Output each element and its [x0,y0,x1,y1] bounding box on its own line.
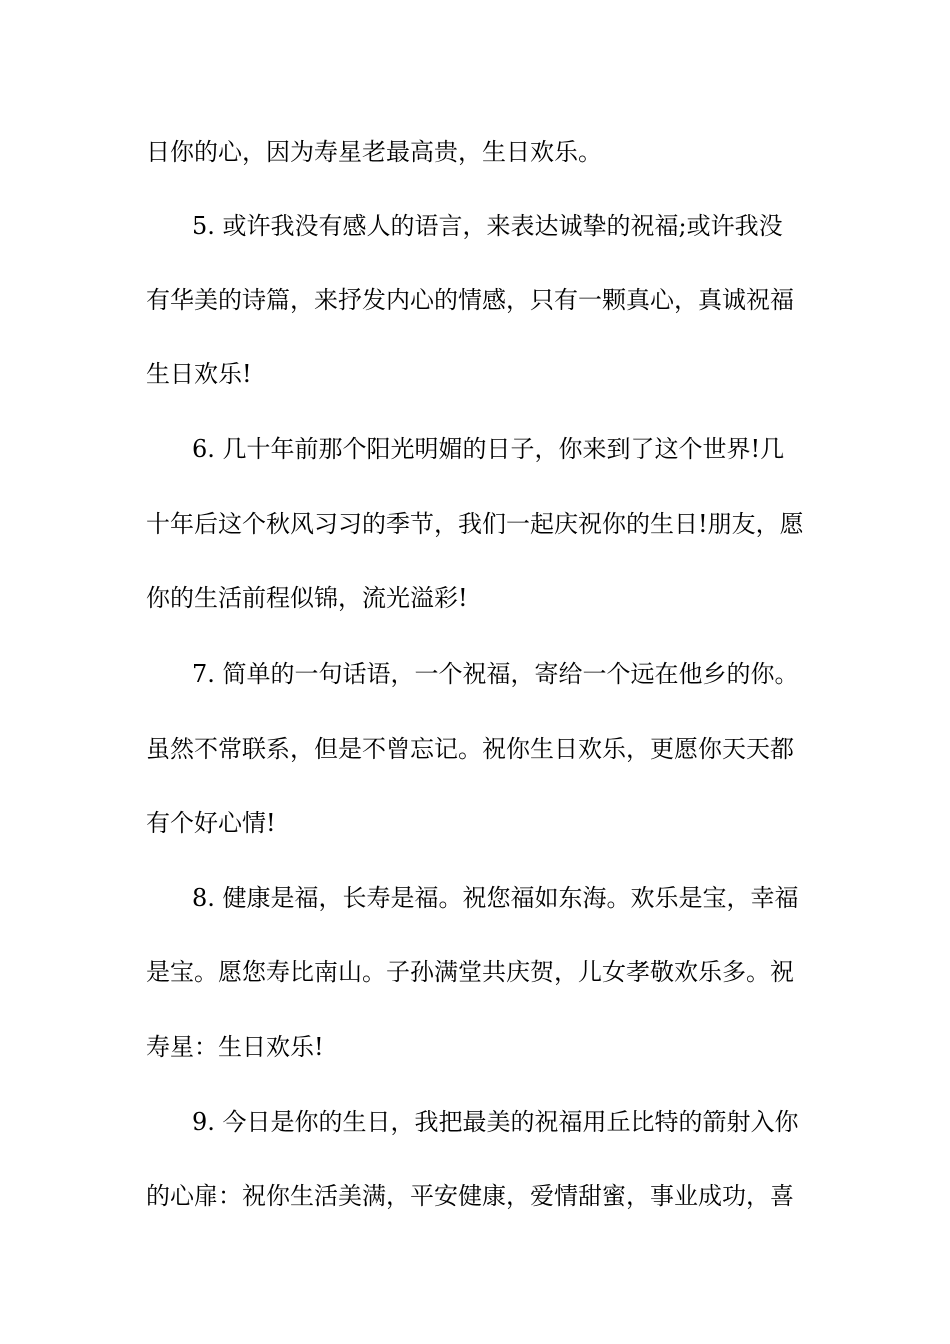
paragraph-line: 5. 或许我没有感人的语言，来表达诚挚的祝福;或许我没 [192,212,783,240]
paragraph-line: 7. 简单的一句话语，一个祝福，寄给一个远在他乡的你。 [192,660,799,688]
paragraph-line: 是宝。愿您寿比南山。子孙满堂共庆贺，儿女孝敬欢乐多。祝 [146,958,794,986]
paragraph-line: 有个好心情! [146,809,276,837]
paragraph-line: 9. 今日是你的生日，我把最美的祝福用丘比特的箭射入你 [192,1108,799,1136]
paragraph-line: 生日欢乐! [146,360,252,388]
paragraph-line: 8. 健康是福，长寿是福。祝您福如东海。欢乐是宝，幸福 [192,884,799,912]
paragraph-line: 你的生活前程似锦，流光溢彩! [146,584,468,612]
paragraph-line: 日你的心，因为寿星老最高贵，生日欢乐。 [146,138,602,166]
paragraph-line: 虽然不常联系，但是不曾忘记。祝你生日欢乐，更愿你天天都 [146,735,794,763]
paragraph-line: 十年后这个秋风习习的季节，我们一起庆祝你的生日!朋友，愿 [146,510,804,538]
paragraph-line: 6. 几十年前那个阳光明媚的日子，你来到了这个世界!几 [192,435,785,463]
paragraph-line: 有华美的诗篇，来抒发内心的情感，只有一颗真心，真诚祝福 [146,286,794,314]
paragraph-line: 寿星：生日欢乐! [146,1033,324,1061]
paragraph-line: 的心扉：祝你生活美满，平安健康，爱情甜蜜，事业成功，喜 [146,1182,794,1210]
